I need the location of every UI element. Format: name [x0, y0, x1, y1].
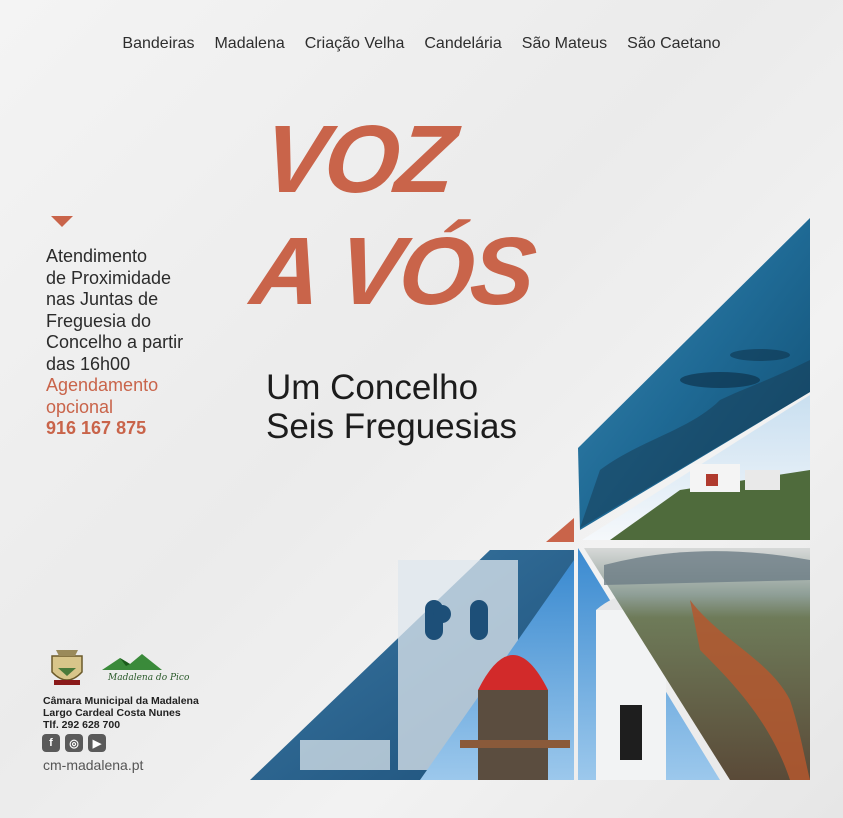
footer-org: Câmara Municipal da Madalena [43, 695, 199, 707]
madalena-do-pico-logo-icon [100, 650, 190, 684]
footer-address [43, 695, 199, 731]
youtube-icon[interactable]: ▶ [88, 734, 106, 752]
instagram-icon[interactable]: ◎ [65, 734, 83, 752]
logos [44, 644, 190, 690]
headline-line-1: VOZ [258, 106, 458, 213]
info-line: nas Juntas de [46, 289, 159, 309]
subtitle-line-2: Seis Freguesias [266, 407, 517, 446]
info-line: Freguesia do [46, 310, 152, 331]
municipal-crest-icon [44, 644, 90, 690]
info-line: Concelho a partir [46, 332, 184, 352]
headline [246, 104, 550, 328]
footer-phone: Tlf. 292 628 700 [43, 719, 121, 731]
nav-item-madalena: Madalena [214, 35, 285, 52]
madalena-do-pico-logo-text: Madalena do Pico [108, 673, 190, 683]
accent-triangle [546, 518, 574, 542]
headline-line-2: A VÓS [246, 218, 538, 325]
info-line: de Proximidade [46, 267, 172, 288]
info-line: Atendimento [46, 246, 148, 266]
website-link[interactable]: cm-madalena.pt [43, 757, 144, 773]
nav-item-criacao-velha: Criação Velha [304, 35, 405, 52]
info-block [46, 246, 216, 440]
subtitle [266, 368, 517, 446]
footer-address-line: Largo Cardeal Costa Nunes [43, 707, 181, 719]
nav-item-sao-mateus: São Mateus [521, 35, 608, 52]
facebook-icon[interactable]: f [42, 734, 60, 752]
info-line: das 16h00 [46, 353, 131, 374]
subtitle-line-1: Um Concelho [266, 368, 479, 407]
down-triangle-icon [51, 216, 73, 227]
phone-number: 916 167 875 [46, 418, 147, 438]
nav-item-bandeiras: Bandeiras [122, 35, 195, 52]
social-links [42, 734, 106, 752]
nav-item-candelaria: Candelária [424, 35, 502, 52]
appointment-line: opcional [46, 396, 114, 417]
nav-item-sao-caetano: São Caetano [627, 35, 721, 52]
appointment-line: Agendamento [46, 375, 159, 395]
